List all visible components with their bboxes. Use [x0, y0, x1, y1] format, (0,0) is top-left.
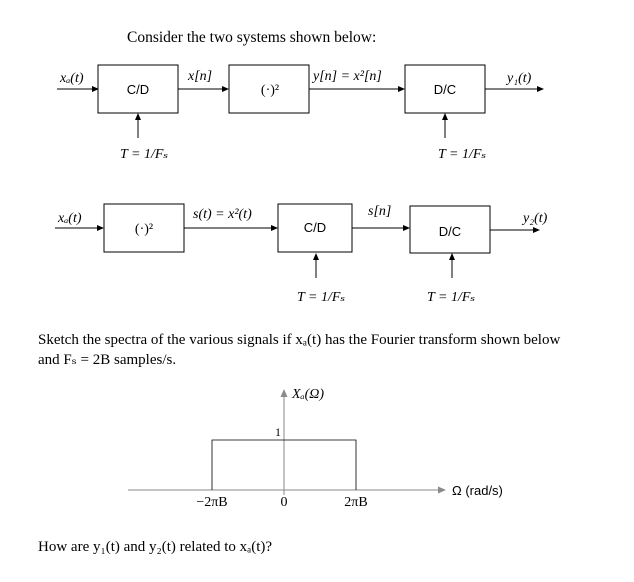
spectrum-x-axis-arrowhead [438, 487, 446, 494]
system2-dc-label: D/C [438, 224, 462, 239]
system2-dc-sampling-label: T = 1/Fₛ [427, 290, 476, 305]
spectrum-tick-label: −2πB [196, 495, 228, 510]
spectrum-plot [128, 387, 503, 510]
system-2 [55, 204, 548, 305]
system2-dc-clock-arrowhead [449, 253, 455, 260]
system1-output-label: y₁(t) [507, 71, 532, 86]
task-text-line-2: and Fₛ = 2B samples/s. [38, 352, 177, 368]
system2-input-label: xₐ(t) [58, 211, 82, 226]
spectrum-tick-label: 2πB [344, 495, 368, 510]
system1-square-label: (·)² [260, 83, 280, 98]
system2-st-label: s(t) = x²(t) [193, 207, 252, 222]
system1-cd-sampling-label: T = 1/Fₛ [120, 147, 169, 162]
question-text: How are y₁(t) and y₂(t) related to xₐ(t)? [38, 539, 273, 555]
system1-dc-label: D/C [433, 82, 457, 97]
system1-yn-arrowhead [398, 86, 405, 92]
spectrum-tick-label: 0 [280, 495, 288, 510]
spectrum-y-axis-arrowhead [281, 389, 288, 397]
spectrum-title: Xₐ(Ω) [292, 387, 325, 402]
system2-sn-arrowhead [403, 225, 410, 231]
system1-yn-label: y[n] = x²[n] [313, 69, 382, 84]
system2-st-arrowhead [271, 225, 278, 231]
system-1 [57, 65, 544, 162]
system1-output-arrowhead [537, 86, 544, 92]
intro-text: Consider the two systems shown below: [127, 29, 377, 46]
spectrum-height-label: 1 [275, 425, 281, 439]
spectrum-x-axis-label: Ω (rad/s) [452, 483, 503, 498]
system2-cd-sampling-label: T = 1/Fₛ [297, 290, 346, 305]
system2-output-arrowhead [533, 227, 540, 233]
task-text-line-1: Sketch the spectra of the various signals if xₐ(t) has the Fourier transform shown below [38, 332, 561, 348]
system2-cd-label: C/D [303, 220, 327, 235]
system2-input-arrowhead [97, 225, 104, 231]
system1-dc-clock-arrowhead [442, 113, 448, 120]
system1-dc-sampling-label: T = 1/Fₛ [438, 147, 487, 162]
system2-cd-clock-arrowhead [313, 253, 319, 260]
system2-square-label: (·)² [134, 222, 154, 237]
system1-xn-label: x[n] [188, 69, 213, 84]
system1-cd-clock-arrowhead [135, 113, 141, 120]
system2-sn-label: s[n] [368, 204, 392, 219]
system1-input-label: xₐ(t) [60, 71, 84, 86]
system2-output-label: y₂(t) [523, 211, 548, 226]
system1-xn-arrowhead [222, 86, 229, 92]
system1-cd-label: C/D [126, 82, 150, 97]
